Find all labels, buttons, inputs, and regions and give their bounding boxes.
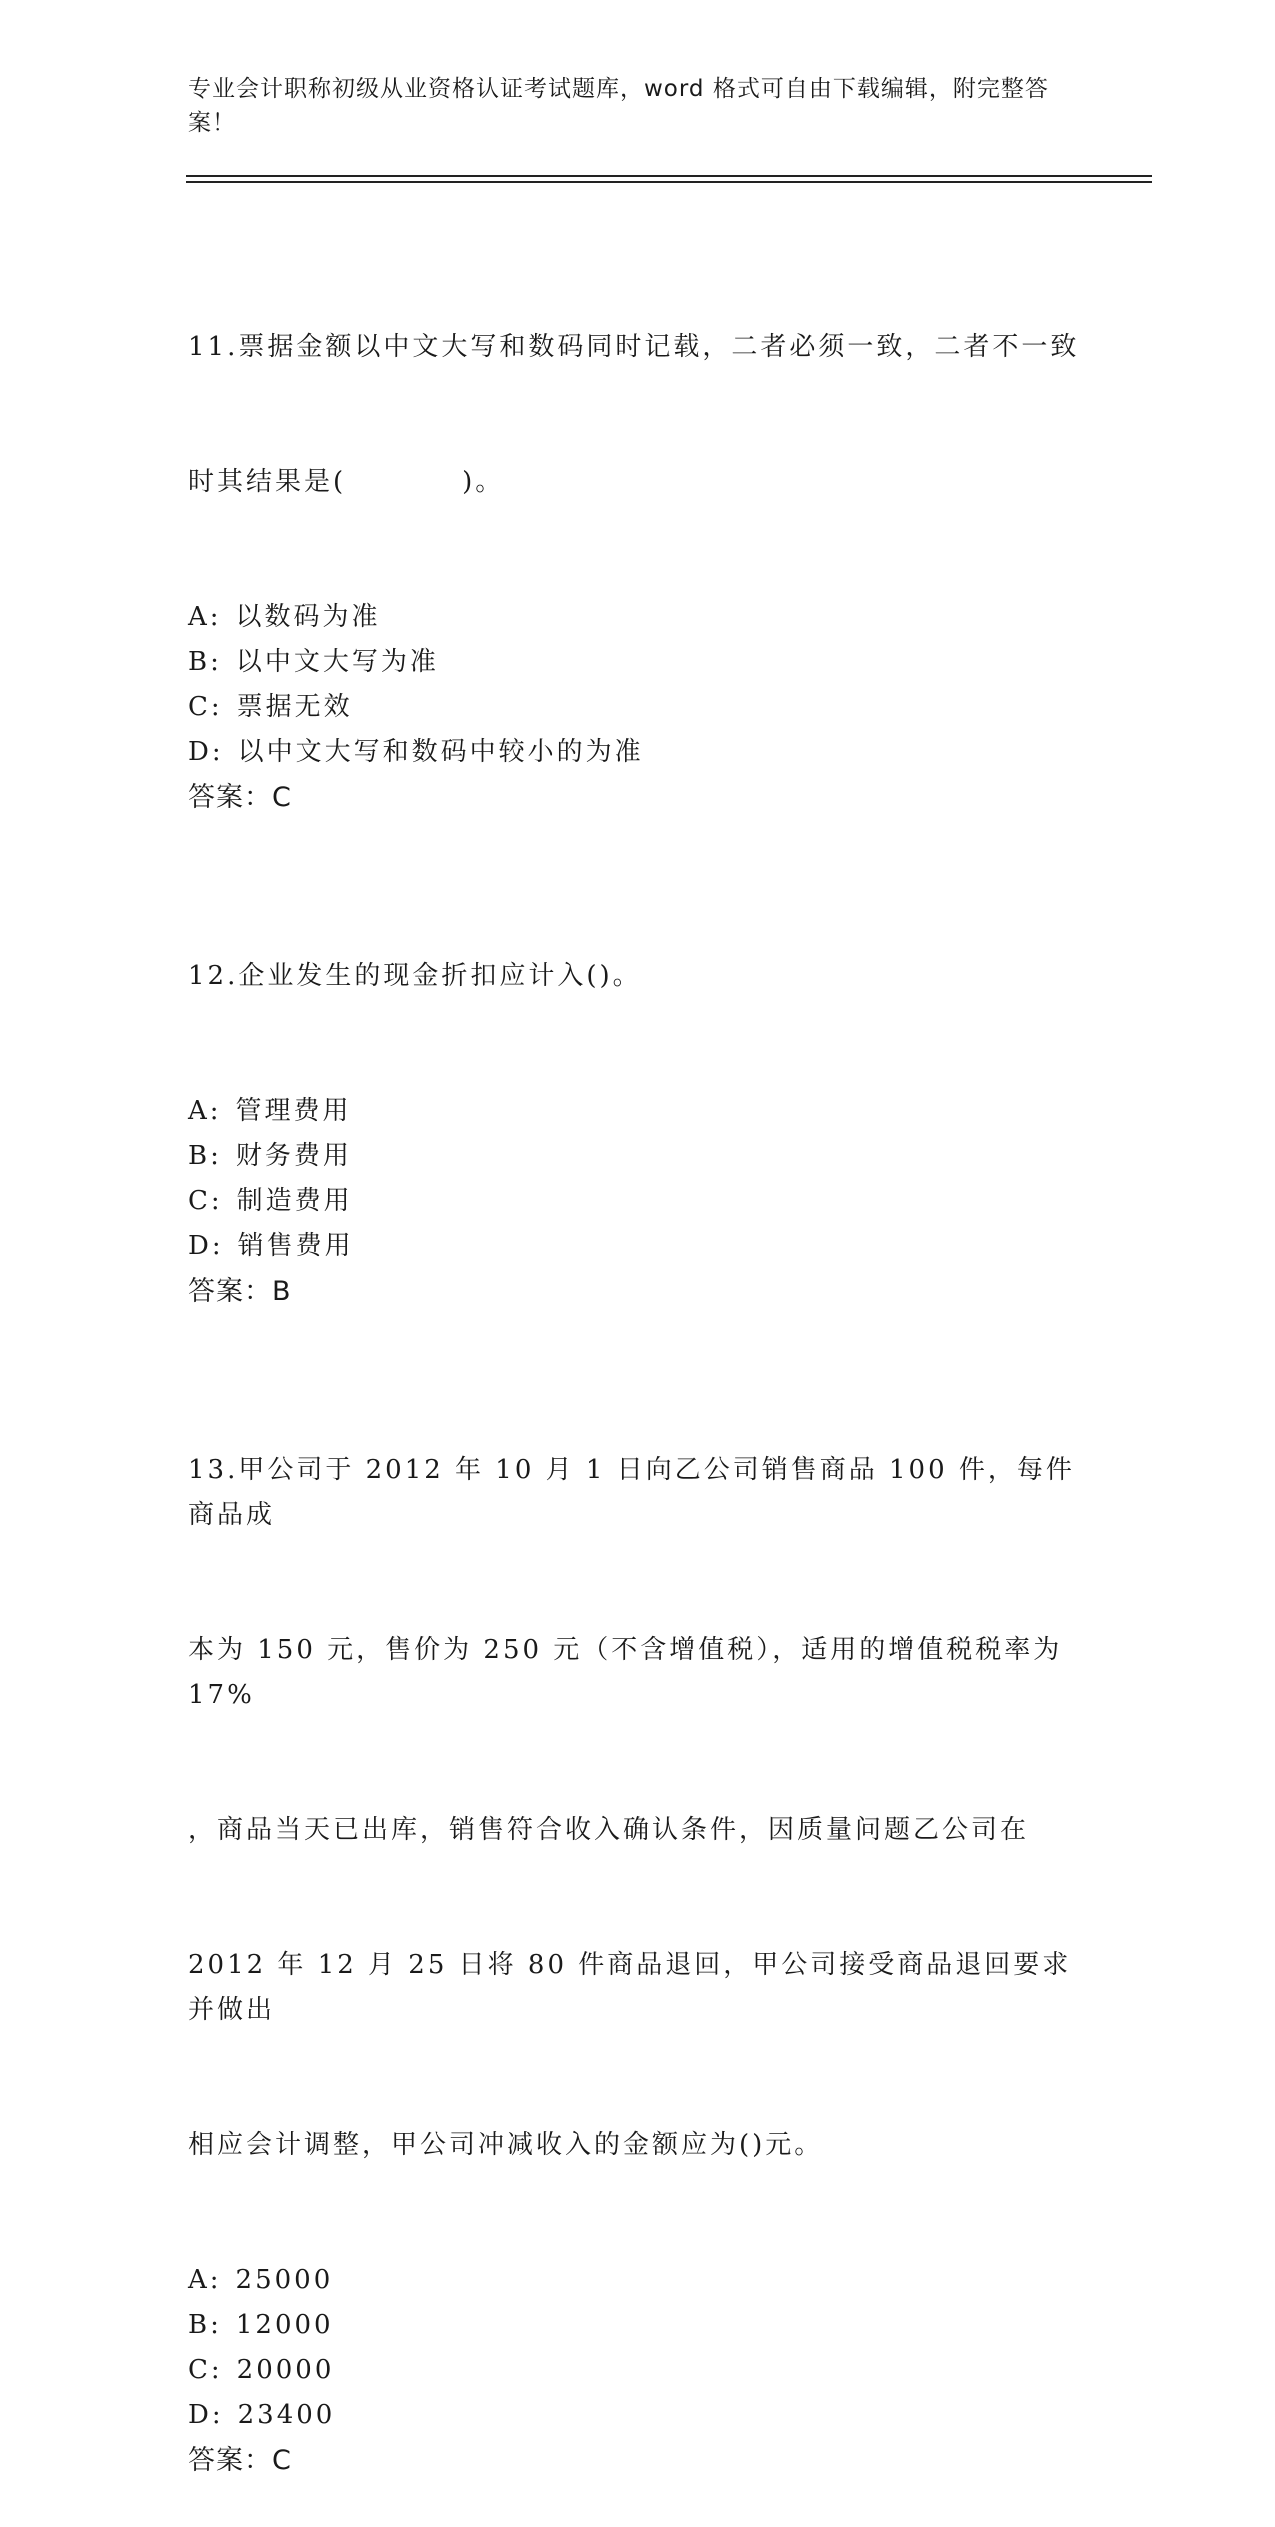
option-text: 12000 <box>235 2310 334 2340</box>
option-c <box>188 2348 1088 2393</box>
header-divider-bottom <box>186 181 1152 183</box>
option-letter: D: <box>188 1231 224 1261</box>
stem-line: 2012 年 12 月 25 日将 80 件商品退回，甲公司接受商品退回要求并做出 <box>188 1950 1072 2025</box>
question-stem <box>188 235 1088 595</box>
question-stem <box>188 1358 1088 2258</box>
option-a <box>188 1089 1088 1134</box>
answer-line: 答案：C <box>188 782 292 813</box>
option-text: 23400 <box>237 2400 336 2430</box>
question-list <box>188 235 1088 2527</box>
option-text: 以数码为准 <box>235 602 381 632</box>
option-text: 票据无效 <box>236 692 353 722</box>
stem-line: 11.票据金额以中文大写和数码同时记载，二者必须一致，二者不一致 <box>188 332 1080 362</box>
option-b <box>188 2303 1088 2348</box>
question-12 <box>188 864 1088 1314</box>
stem-line: ，商品当天已出库，销售符合收入确认条件，因质量问题乙公司在 <box>188 1815 1030 1845</box>
option-c <box>188 685 1088 730</box>
question-stem <box>188 864 1088 1089</box>
option-b <box>188 640 1088 685</box>
option-text: 20000 <box>236 2355 335 2385</box>
option-letter: D: <box>188 737 224 767</box>
option-letter: A: <box>188 2265 222 2295</box>
stem-line: 本为 150 元，售价为 250 元（不含增值税），适用的增值税税率为 17% <box>188 1635 1074 1710</box>
option-text: 以中文大写和数码中较小的为准 <box>237 737 644 767</box>
header-divider-top <box>186 175 1152 177</box>
option-letter: C: <box>188 1186 223 1216</box>
stem-line: 13.甲公司于 2012 年 10 月 1 日向乙公司销售商品 100 件，每件商品成 <box>188 1455 1075 1530</box>
stem-line: 相应会计调整，甲公司冲减收入的金额应为()元。 <box>188 2130 824 2160</box>
option-letter: A: <box>188 1096 222 1126</box>
option-letter: D: <box>188 2400 224 2430</box>
option-letter: C: <box>188 692 223 722</box>
option-text: 财务费用 <box>235 1141 352 1171</box>
option-text: 以中文大写为准 <box>235 647 439 677</box>
option-letter: A: <box>188 602 222 632</box>
option-letter: B: <box>188 2310 222 2340</box>
option-text: 制造费用 <box>236 1186 353 1216</box>
option-text: 25000 <box>235 2265 334 2295</box>
option-letter: B: <box>188 1141 222 1171</box>
option-b <box>188 1134 1088 1179</box>
page-header: 专业会计职称初级从业资格认证考试题库，word 格式可自由下载编辑，附完整答案！ <box>188 76 1049 136</box>
stem-line: 12.企业发生的现金折扣应计入()。 <box>188 961 642 991</box>
stem-line: 时其结果是( )。 <box>188 467 505 497</box>
option-letter: C: <box>188 2355 223 2385</box>
option-d <box>188 1224 1088 1269</box>
option-d <box>188 2393 1088 2438</box>
option-a <box>188 595 1088 640</box>
option-text: 管理费用 <box>235 1096 352 1126</box>
option-text: 销售费用 <box>237 1231 354 1261</box>
option-a <box>188 2258 1088 2303</box>
answer-line: 答案：C <box>188 2445 292 2476</box>
option-d <box>188 730 1088 775</box>
option-letter: B: <box>188 647 222 677</box>
question-11 <box>188 235 1088 820</box>
question-13 <box>188 1358 1088 2483</box>
option-c <box>188 1179 1088 1224</box>
answer-line: 答案：B <box>188 1276 292 1307</box>
